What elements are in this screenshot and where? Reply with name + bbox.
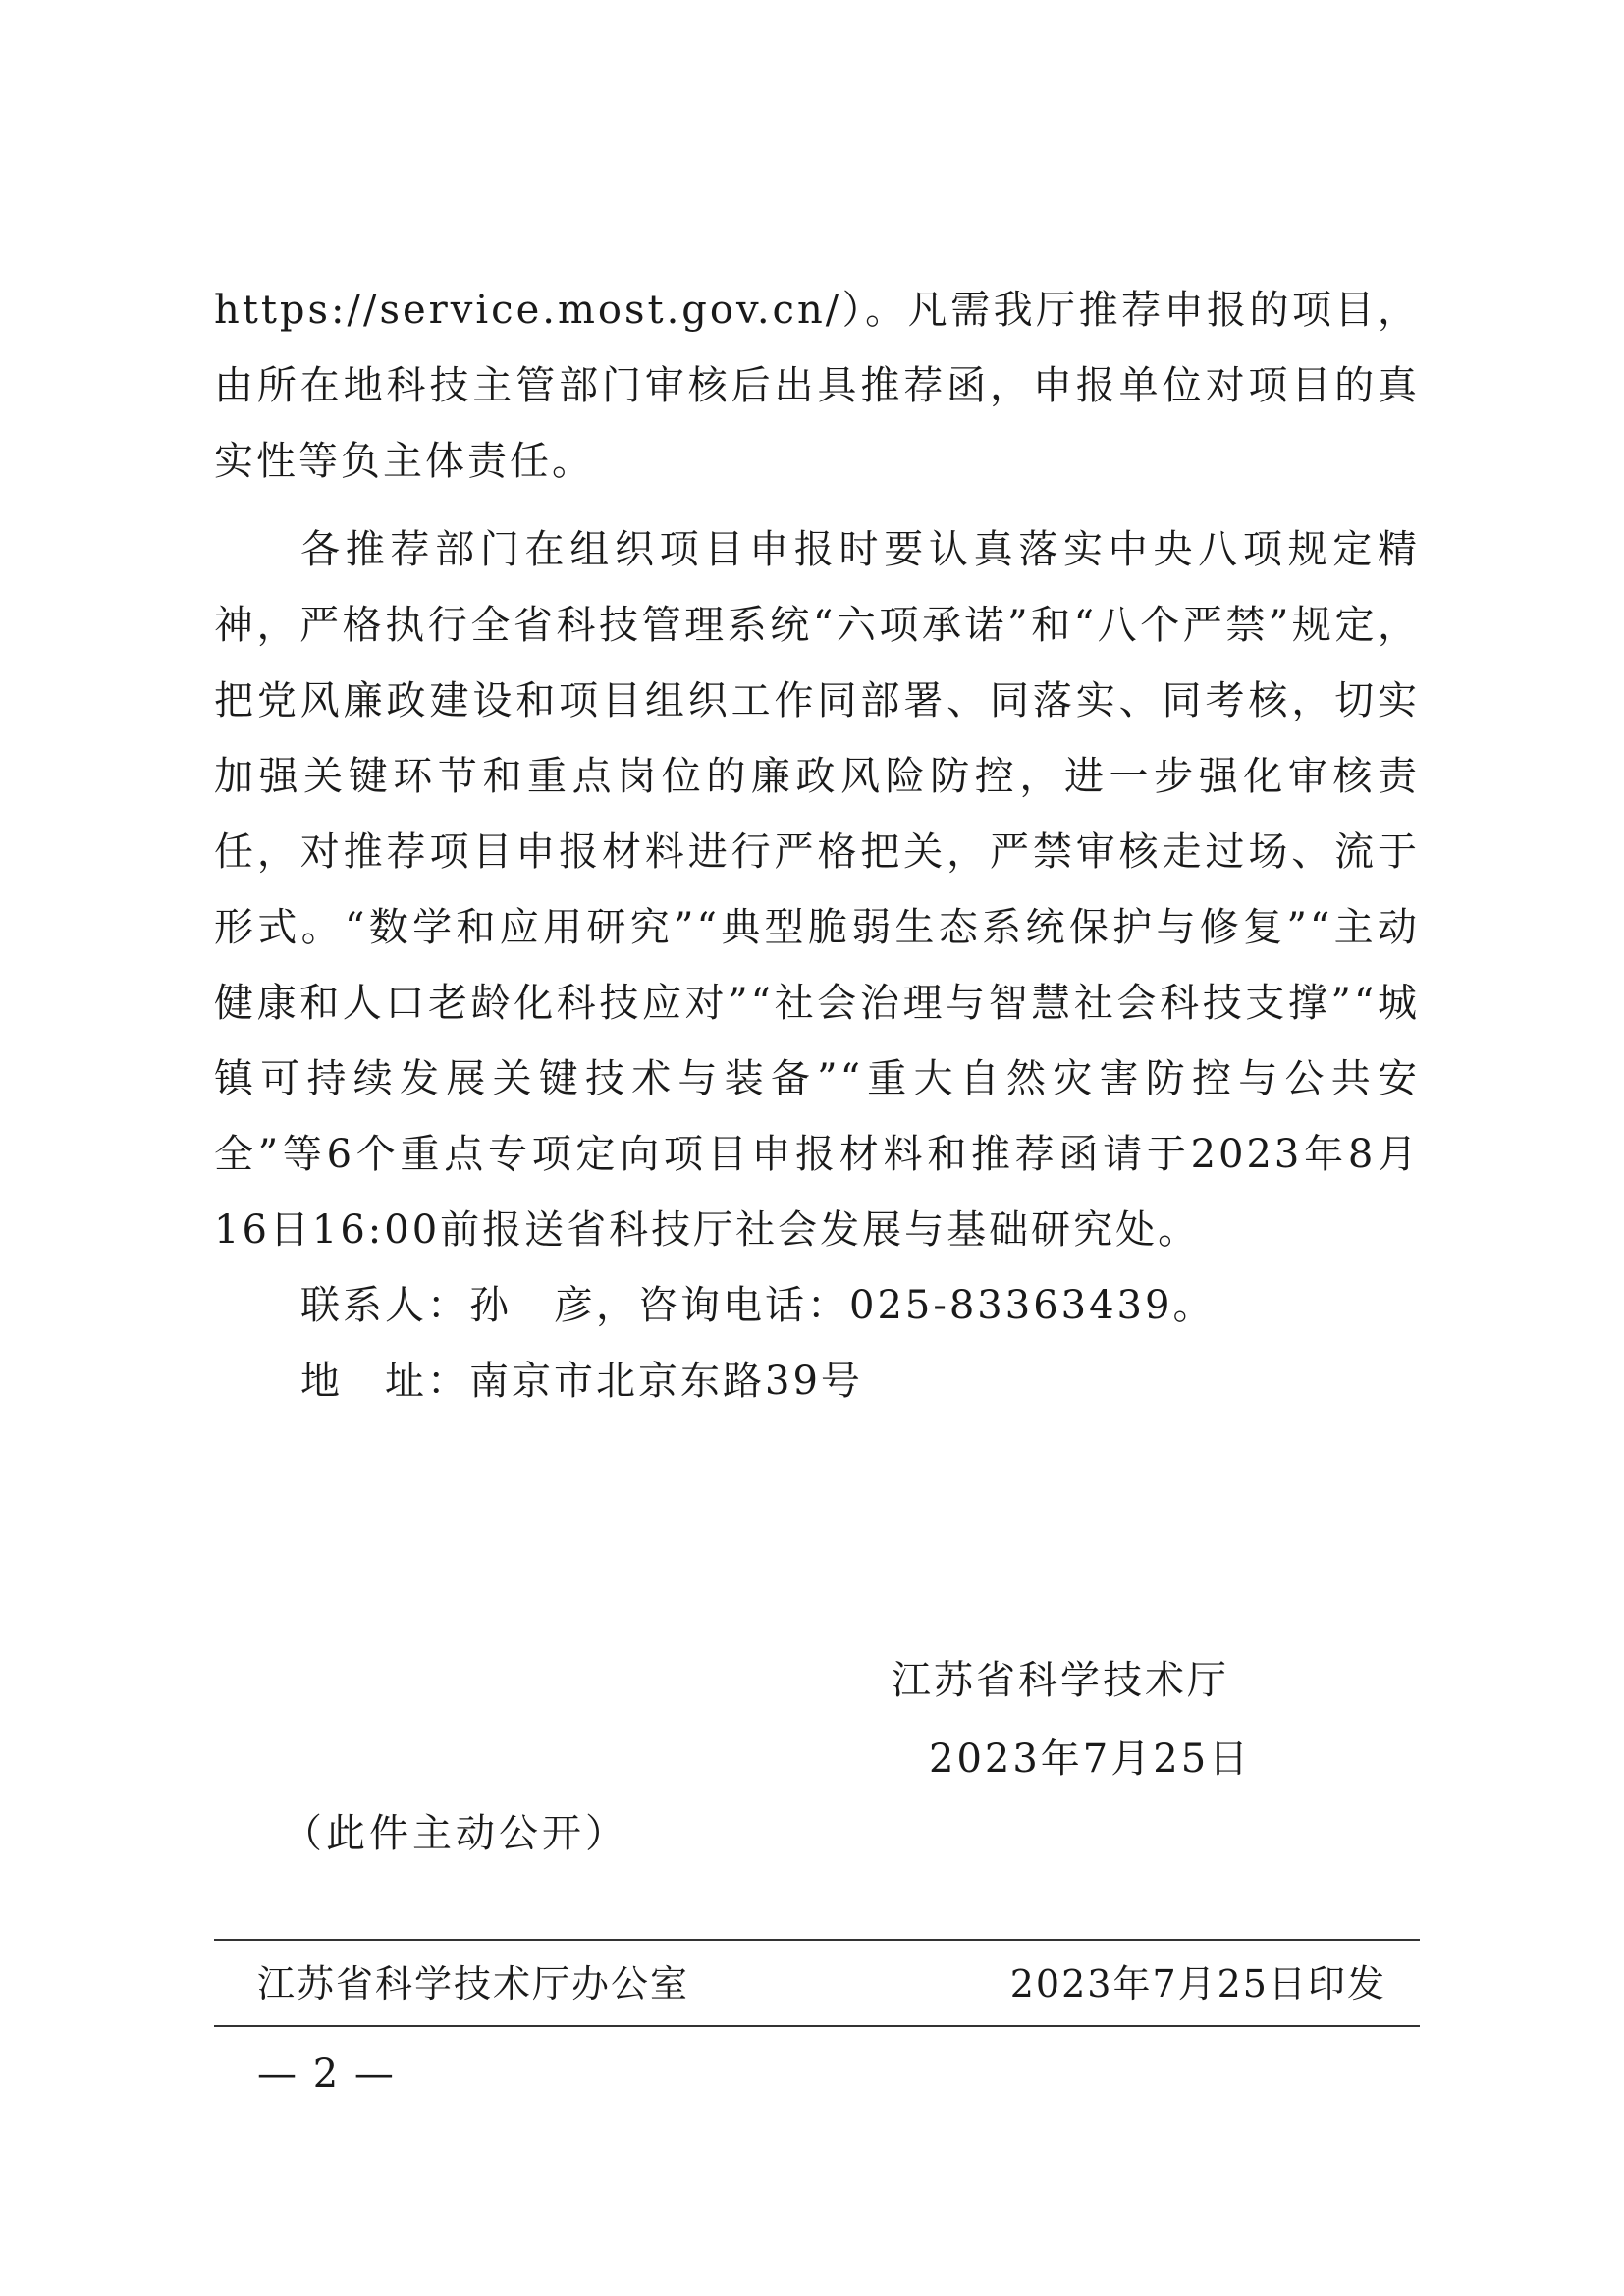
footer-top-rule [214, 1939, 1420, 1941]
address-info: 地 址：南京市北京东路39号 [300, 1359, 863, 1404]
document-body [214, 273, 1420, 1419]
signature-block [892, 1641, 1251, 1798]
footer-bottom-rule [214, 2025, 1420, 2027]
signature-organization: 江苏省科学技术厅 [892, 1658, 1229, 1703]
footer-issue-date: 2023年7月25日印发 [1009, 1962, 1386, 2005]
paragraph-application-submission: https://service.most.gov.cn/）。凡需我厅推荐申报的项目，由所在地科技主管部门审核后出具推荐函，申报单位对项目的真实性等负主体责任。 [214, 288, 1420, 484]
paragraph-integrity-requirements: 各推荐部门在组织项目申报时要认真落实中央八项规定精神，严格执行全省科技管理系统“六项承诺”和“八个严禁”规定，把党风廉政建设和项目组织工作同部署、同落实、同考核，切实加强关键环节和重点岗位的廉政风险防控，进一步强化审核责任，对推荐项目申报材料进行严格把关，严禁审核走过场、流于形式。“数学和应用研究”“典型脆弱生态系统保护与修复”“主动健康和人口老龄化科技应对”“社会治理与智慧社会科技支撑”“城镇可持续发展关键技术与装备”“重大自然灾害防控与公共安全”等6个重点专项定向项目申报材料和推荐函请于2023年8月16日16:00前报送省科技厅社会发展与基础研究处。 [214, 527, 1420, 1253]
signature-date: 2023年7月25日 [929, 1736, 1252, 1782]
footer-issuer: 江苏省科学技术厅办公室 [257, 1962, 690, 2005]
contact-info: 联系人：孙 彦，咨询电话：025-83363439。 [300, 1283, 1216, 1328]
issuance-footer [257, 1953, 1386, 2012]
public-disclosure-note: （此件主动公开） [283, 1811, 628, 1856]
page-number: — 2 — [257, 2052, 396, 2097]
